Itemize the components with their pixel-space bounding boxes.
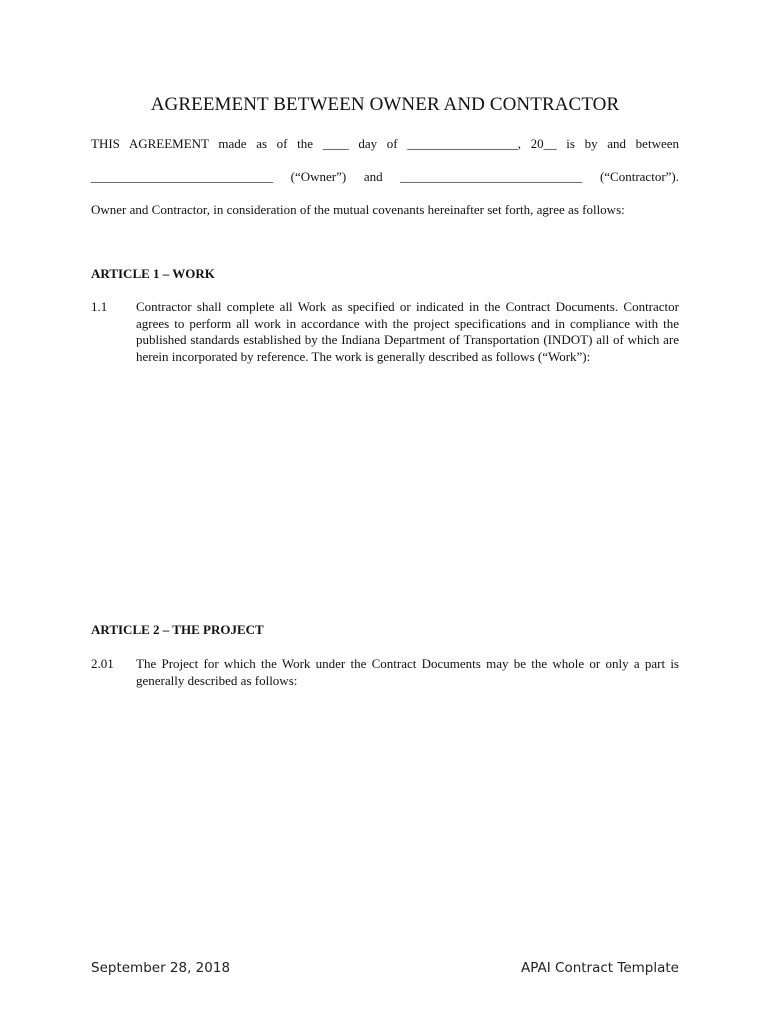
document-title: AGREEMENT BETWEEN OWNER AND CONTRACTOR (150, 94, 620, 115)
clause-text: Contractor shall complete all Work as specified or indicated in the Contract Documents. Contractor agrees to perform all work in accordance with the project specifications and in compliance with the published standards established by the Indiana Department of Transportation (INDOT) all of which are herein incorporated by reference. The work is generally described as follows (“Work”): (136, 299, 679, 364)
clause-text: The Project for which the Work under the Contract Documents may be the whole or only a part is generally described as follows: (136, 656, 679, 688)
footer-document-name: APAI Contract Template (521, 960, 679, 976)
intro-line-3: Owner and Contractor, in consideration of the mutual covenants hereinafter set forth, agree as follows: (91, 202, 625, 217)
clause-number: 1.1 (91, 299, 108, 314)
intro-line-2: ____________________________ (“Owner”) and ____________________________ (“Contractor”). (91, 169, 679, 184)
clause-number: 2.01 (91, 656, 114, 671)
article-2-heading: ARTICLE 2 – THE PROJECT (91, 622, 264, 637)
footer-date: September 28, 2018 (91, 960, 231, 976)
intro-line-1: THIS AGREEMENT made as of the ____ day of _________________, 20__ is by and between (91, 136, 679, 151)
article-1-heading: ARTICLE 1 – WORK (91, 266, 215, 281)
